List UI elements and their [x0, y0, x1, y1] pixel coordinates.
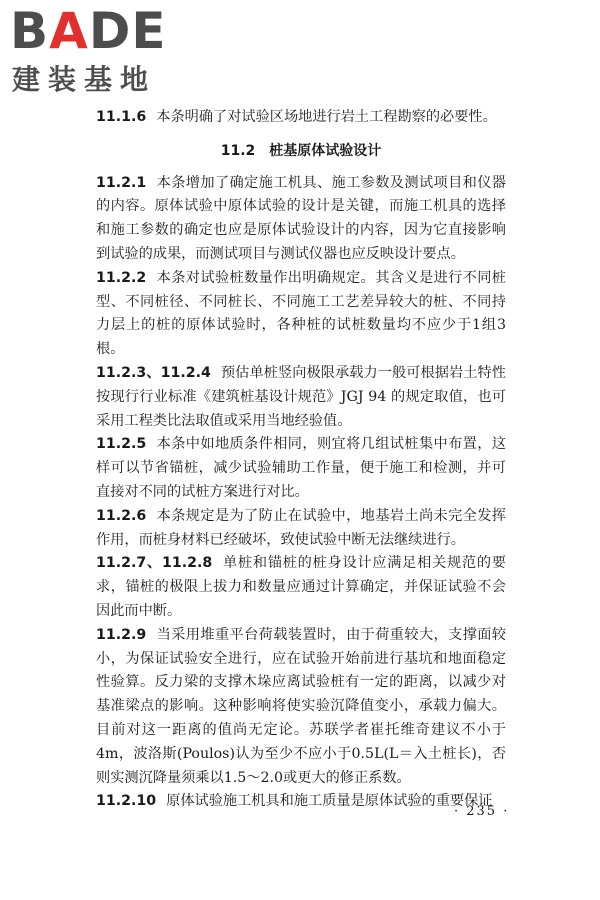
clause-text: 本条中如地质条件相同，则宜将几组试桩集中布置，这样可以节省锚桩，减少试验辅助工作量，便于施工和检测，并可直接对不同的试桩方案进行对比。 [96, 436, 506, 500]
document-body [96, 106, 506, 814]
clause-11-2-6 [96, 505, 506, 553]
clause-number: 11.2.1 [96, 174, 147, 191]
section-heading [96, 140, 506, 164]
logo-wordmark: BADE [10, 2, 167, 60]
clause-number: 11.2.9 [96, 626, 147, 643]
brand-logo [10, 2, 180, 101]
clause-text: 本条规定是为了防止在试验中，地基岩土尚未完全发挥作用，而桩身材料已经破坏，致使试验中断无法继续进行。 [96, 507, 506, 548]
section-number: 11.2 [220, 142, 256, 159]
clause-number: 11.2.7、11.2.8 [96, 555, 213, 572]
clause-text: 本条增加了确定施工机具、施工参数及测试项目和仪器的内容。原体试验中原体试验的设计是关键，而施工机具的选择和施工参数的确定也应是原体试验设计的内容，因为它直接影响到试验的成果，而测试项目与测试仪器也应反映设计要点。 [96, 174, 506, 262]
page-number: · 235 · [454, 804, 510, 819]
clause-11-2-7-8 [96, 552, 506, 623]
logo-subtitle: 建装基地 [12, 63, 157, 96]
clause-text: 单桩和锚桩的桩身设计应满足相关规范的要求，锚桩的极限上拔力和数量应通过计算确定，并保证试验不会因此而中断。 [96, 555, 506, 619]
clause-text: 本条明确了对试验区场地进行岩土工程勘察的必要性。 [156, 109, 497, 125]
clause-11-2-5 [96, 433, 506, 504]
clause-11-2-10 [96, 790, 506, 814]
clause-11-2-2 [96, 267, 506, 362]
clause-11-2-1 [96, 172, 506, 267]
clause-text: 原体试验施工机具和施工质量是原体试验的重要保证 [166, 793, 493, 810]
clause-text: 本条对试验桩数量作出明确规定。其含义是进行不同桩型、不同桩径、不同桩长、不同施工工艺差异较大的桩、不同持力层上的桩的原体试验时，各种桩的试桩数量均不应少于1组3根。 [96, 269, 506, 358]
section-title: 桩基原体试验设计 [269, 142, 382, 159]
clause-number: 11.2.10 [96, 793, 157, 810]
clause-number: 11.2.3、11.2.4 [96, 364, 211, 381]
logo-accent-letter: A [49, 2, 89, 60]
clause-11-2-3-4 [96, 362, 506, 433]
clause-11-1-6 [96, 106, 506, 130]
clause-text: 当采用堆重平台荷载装置时，由于荷重较大，支撑面较小，为保证试验安全进行，应在试验开始前进行基坑和地面稳定性验算。反力梁的支撑木垛应离试验桩有一定的距离，以减少对基准梁点的影响。这种影响将使实验沉降值变小，承载力偏大。目前对这一距离的值尚无定论。苏联学者崔托维奇建议不小于4m，波洛斯(Poulos)认为至少不应小于0.5L(L＝入土桩长)，否则实测沉降量须乘以1.5～2.0或更大的修正系数。 [96, 626, 506, 786]
clause-11-2-9 [96, 624, 506, 791]
clause-text: 预估单桩竖向极限承载力一般可根据岩土特性按现行行业标准《建筑桩基设计规范》JGJ 94 的规定取值，也可采用工程类比法取值或采用当地经验值。 [96, 364, 506, 429]
clause-number: 11.1.6 [96, 109, 147, 125]
clause-number: 11.2.6 [96, 507, 147, 524]
clause-number: 11.2.5 [96, 436, 147, 453]
clause-number: 11.2.2 [96, 269, 147, 286]
